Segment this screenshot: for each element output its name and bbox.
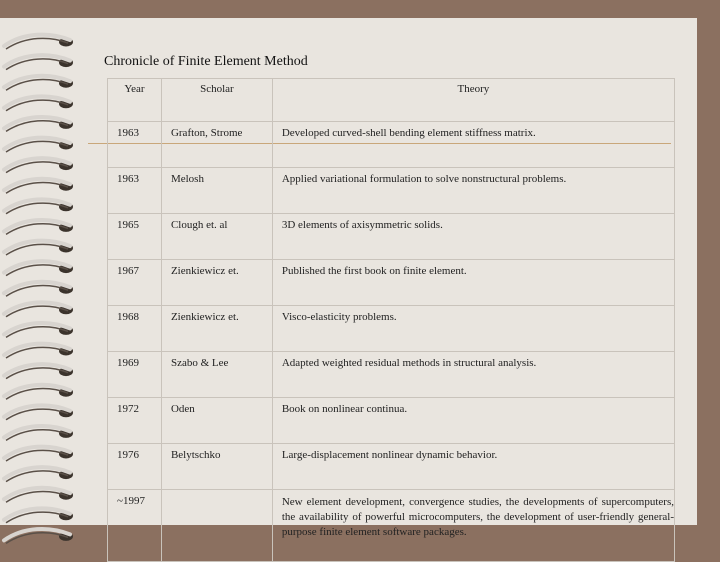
binding-ring <box>4 405 73 419</box>
cell-theory: Applied variational formulation to solve nonstructural problems. <box>272 168 674 214</box>
cell-year: 1963 <box>108 168 162 214</box>
binding-ring <box>4 467 73 481</box>
table-row <box>108 444 675 490</box>
cell-year: 1963 <box>108 122 162 168</box>
table-header-row <box>108 79 675 122</box>
cell-theory: Adapted weighted residual methods in structural analysis. <box>272 352 674 398</box>
binding-ring <box>4 241 73 255</box>
cell-year: 1972 <box>108 398 162 444</box>
cell-year: ~1997 <box>108 490 162 562</box>
cell-theory: Developed curved-shell bending element stiffness matrix. <box>272 122 674 168</box>
binding-ring <box>4 488 73 502</box>
binding-ring <box>4 220 73 234</box>
cell-theory: Large-displacement nonlinear dynamic behavior. <box>272 444 674 490</box>
binding-ring <box>4 96 73 110</box>
binding-ring <box>4 508 73 522</box>
binding-ring <box>4 282 73 296</box>
header-scholar: Scholar <box>161 79 272 122</box>
cell-theory: Book on nonlinear continua. <box>272 398 674 444</box>
binding-ring <box>4 344 73 358</box>
cell-theory: New element development, convergence studies, the developments of supercomputers, the availability of powerful microcomputers, the development of user-friendly general-purpose finite element software packages. <box>272 490 674 562</box>
binding-ring <box>4 529 73 543</box>
binding-ring <box>4 76 73 90</box>
cell-year: 1976 <box>108 444 162 490</box>
binding-ring <box>4 179 73 193</box>
header-theory: Theory <box>272 79 674 122</box>
cell-scholar: Zienkiewicz et. <box>161 306 272 352</box>
slide <box>0 18 697 538</box>
cell-year: 1965 <box>108 214 162 260</box>
binding-ring <box>4 35 73 49</box>
table-row <box>108 122 675 168</box>
cell-scholar: Oden <box>161 398 272 444</box>
binding-ring <box>4 117 73 131</box>
cell-year: 1968 <box>108 306 162 352</box>
cell-theory: Published the first book on finite element. <box>272 260 674 306</box>
table-row <box>108 398 675 444</box>
binding-ring <box>4 138 73 152</box>
table-row <box>108 214 675 260</box>
binding-ring <box>4 158 73 172</box>
header-year: Year <box>108 79 162 122</box>
binding-ring <box>4 261 73 275</box>
table-row <box>108 260 675 306</box>
table-row <box>108 168 675 214</box>
binding-ring <box>4 385 73 399</box>
binding-ring <box>4 447 73 461</box>
chronicle-table <box>107 78 675 562</box>
cell-scholar: Clough et. al <box>161 214 272 260</box>
cell-scholar: Belytschko <box>161 444 272 490</box>
page-title: Chronicle of Finite Element Method <box>104 54 308 69</box>
table-row <box>108 352 675 398</box>
cell-theory: Visco-elasticity problems. <box>272 306 674 352</box>
cell-theory: 3D elements of axisymmetric solids. <box>272 214 674 260</box>
spiral-binding-icon <box>0 28 88 548</box>
cell-scholar: Grafton, Strome <box>161 122 272 168</box>
cell-year: 1967 <box>108 260 162 306</box>
cell-scholar: Szabo & Lee <box>161 352 272 398</box>
cell-scholar: Melosh <box>161 168 272 214</box>
table-row <box>108 490 675 562</box>
cell-year: 1969 <box>108 352 162 398</box>
cell-scholar <box>161 490 272 562</box>
binding-ring <box>4 364 73 378</box>
binding-ring <box>4 323 73 337</box>
binding-ring <box>4 302 73 316</box>
binding-ring <box>4 426 73 440</box>
binding-ring <box>4 199 73 213</box>
cell-scholar: Zienkiewicz et. <box>161 260 272 306</box>
binding-ring <box>4 55 73 69</box>
table-row <box>108 306 675 352</box>
